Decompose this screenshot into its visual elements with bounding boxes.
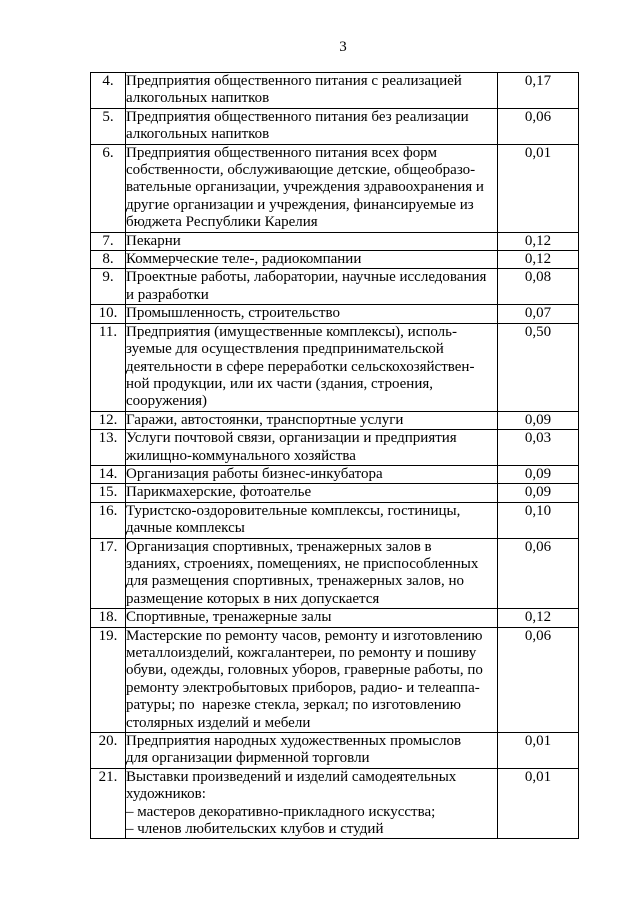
row-description [126,269,498,305]
description-line: Выставки произведений и изделий самодеятельных [126,768,457,785]
description-line: обуви, одежды, головных уборов, граверные работы, по [126,662,483,679]
description-line: Парикмахерские, фотоателье [126,484,312,501]
row-description [126,305,498,323]
table-body [91,73,579,839]
description-line: алкогольных напитков [126,126,270,143]
row-number: 10. [91,305,126,323]
description-line: алкогольных напитков [126,90,270,107]
description-line: дачные комплексы [126,520,245,537]
description-line: для размещения спортивных, тренажерных залов, но [126,573,465,590]
row-description [126,768,498,839]
row-coefficient: 0,08 [498,269,579,305]
row-description [126,484,498,502]
description-line: художников: [126,786,206,803]
description-line: Мастерские по ремонту часов, ремонту и изготовлению [126,627,483,644]
description-line: сооружения) [126,393,208,410]
table-row [91,768,579,839]
description-line: металлоизделий, кожгалантереи, по ремонту и пошиву [126,645,477,661]
table-row [91,251,579,269]
table-row [91,430,579,466]
row-description [126,108,498,144]
row-coefficient: 0,17 [498,73,579,109]
row-coefficient: 0,06 [498,627,579,732]
row-coefficient: 0,50 [498,323,579,411]
coefficients-table [90,72,579,839]
row-number: 19. [91,627,126,732]
row-number: 18. [91,609,126,627]
description-line: Туристско-оздоровительные комплексы, гостиницы, [126,502,461,519]
row-coefficient: 0,01 [498,144,579,232]
row-description [126,251,498,269]
description-line: Пекарни [126,232,181,249]
row-coefficient: 0,01 [498,733,579,769]
row-description [126,430,498,466]
description-line: собственности, обслуживающие детские, общеобразо- [126,162,476,179]
row-number: 13. [91,430,126,466]
description-line: для организации фирменной торговли [126,750,370,767]
description-line: другие организации и учреждения, финансируемые из [126,196,474,213]
description-line: Предприятия (имущественные комплексы), исполь- [126,323,457,340]
row-description [126,144,498,232]
description-line: Предприятия общественного питания без реализации [126,108,469,125]
row-description [126,538,498,609]
table-row [91,538,579,609]
row-description [126,411,498,429]
row-number: 16. [91,502,126,538]
description-line: Предприятия общественного питания всех форм [126,144,437,161]
row-number: 15. [91,484,126,502]
description-line: бюджета Республики Карелия [126,214,318,231]
row-number: 17. [91,538,126,609]
description-line: деятельности в сфере переработки сельскохозяйствен- [126,358,475,375]
row-coefficient: 0,12 [498,609,579,627]
table-row [91,323,579,411]
row-coefficient: 0,12 [498,232,579,250]
description-line: зданиях, строениях, помещениях, не приспособленных [126,555,479,572]
row-coefficient: 0,12 [498,251,579,269]
row-coefficient: 0,01 [498,768,579,839]
description-line: – членов любительских клубов и студий [126,821,384,838]
row-description [126,609,498,627]
table-row [91,305,579,323]
row-number: 20. [91,733,126,769]
description-line: и разработки [126,286,209,303]
description-line: Спортивные, тренажерные залы [126,609,332,626]
description-line: столярных изделий и мебели [126,714,311,731]
description-line: ратуры; по нарезке стекла, зеркал; по изготовлению [126,697,462,714]
description-line: Проектные работы, лаборатории, научные исследования [126,269,487,286]
row-coefficient: 0,09 [498,484,579,502]
page-number: 3 [339,39,347,55]
row-coefficient: 0,09 [498,411,579,429]
description-line: зуемые для осуществления предпринимательской [126,341,444,358]
row-number: 7. [91,232,126,250]
table-row [91,484,579,502]
row-number: 14. [91,465,126,483]
row-number: 6. [91,144,126,232]
table-row [91,411,579,429]
table-row [91,465,579,483]
row-description [126,465,498,483]
row-description [126,232,498,250]
table-row [91,108,579,144]
row-number: 4. [91,73,126,109]
row-coefficient: 0,10 [498,502,579,538]
table-row [91,73,579,109]
row-description [126,733,498,769]
row-description [126,502,498,538]
table-row [91,609,579,627]
description-line: жилищно-коммунального хозяйства [126,447,356,464]
description-line: вательные организации, учреждения здравоохранения и [126,179,484,196]
row-coefficient: 0,06 [498,108,579,144]
description-line: Предприятия общественного питания с реализацией [126,73,462,89]
description-line: Гаражи, автостоянки, транспортные услуги [126,411,404,428]
row-number: 5. [91,108,126,144]
table-row [91,502,579,538]
description-line: Промышленность, строительство [126,305,340,322]
description-line: ремонту электробытовых приборов, радио- и телеаппа- [126,679,480,696]
row-description [126,627,498,732]
row-number: 21. [91,768,126,839]
description-line: ной продукции, или их части (здания, строения, [126,375,433,392]
table-row [91,733,579,769]
description-line: размещение которых в них допускается [126,590,380,607]
row-number: 8. [91,251,126,269]
table-row [91,144,579,232]
row-description [126,323,498,411]
row-number: 12. [91,411,126,429]
row-number: 9. [91,269,126,305]
table-row [91,232,579,250]
row-number: 11. [91,323,126,411]
table-row [91,627,579,732]
row-description [126,73,498,109]
row-coefficient: 0,03 [498,430,579,466]
description-line: Предприятия народных художественных промыслов [126,733,462,750]
description-line: Организация спортивных, тренажерных залов в [126,538,432,555]
description-line: Услуги почтовой связи, организации и предприятия [126,430,457,447]
row-coefficient: 0,06 [498,538,579,609]
description-line: – мастеров декоративно-прикладного искусства; [126,803,436,820]
row-coefficient: 0,09 [498,465,579,483]
table-row [91,269,579,305]
description-line: Коммерческие теле-, радиокомпании [126,251,362,268]
description-line: Организация работы бизнес-инкубатора [126,465,383,482]
row-coefficient: 0,07 [498,305,579,323]
